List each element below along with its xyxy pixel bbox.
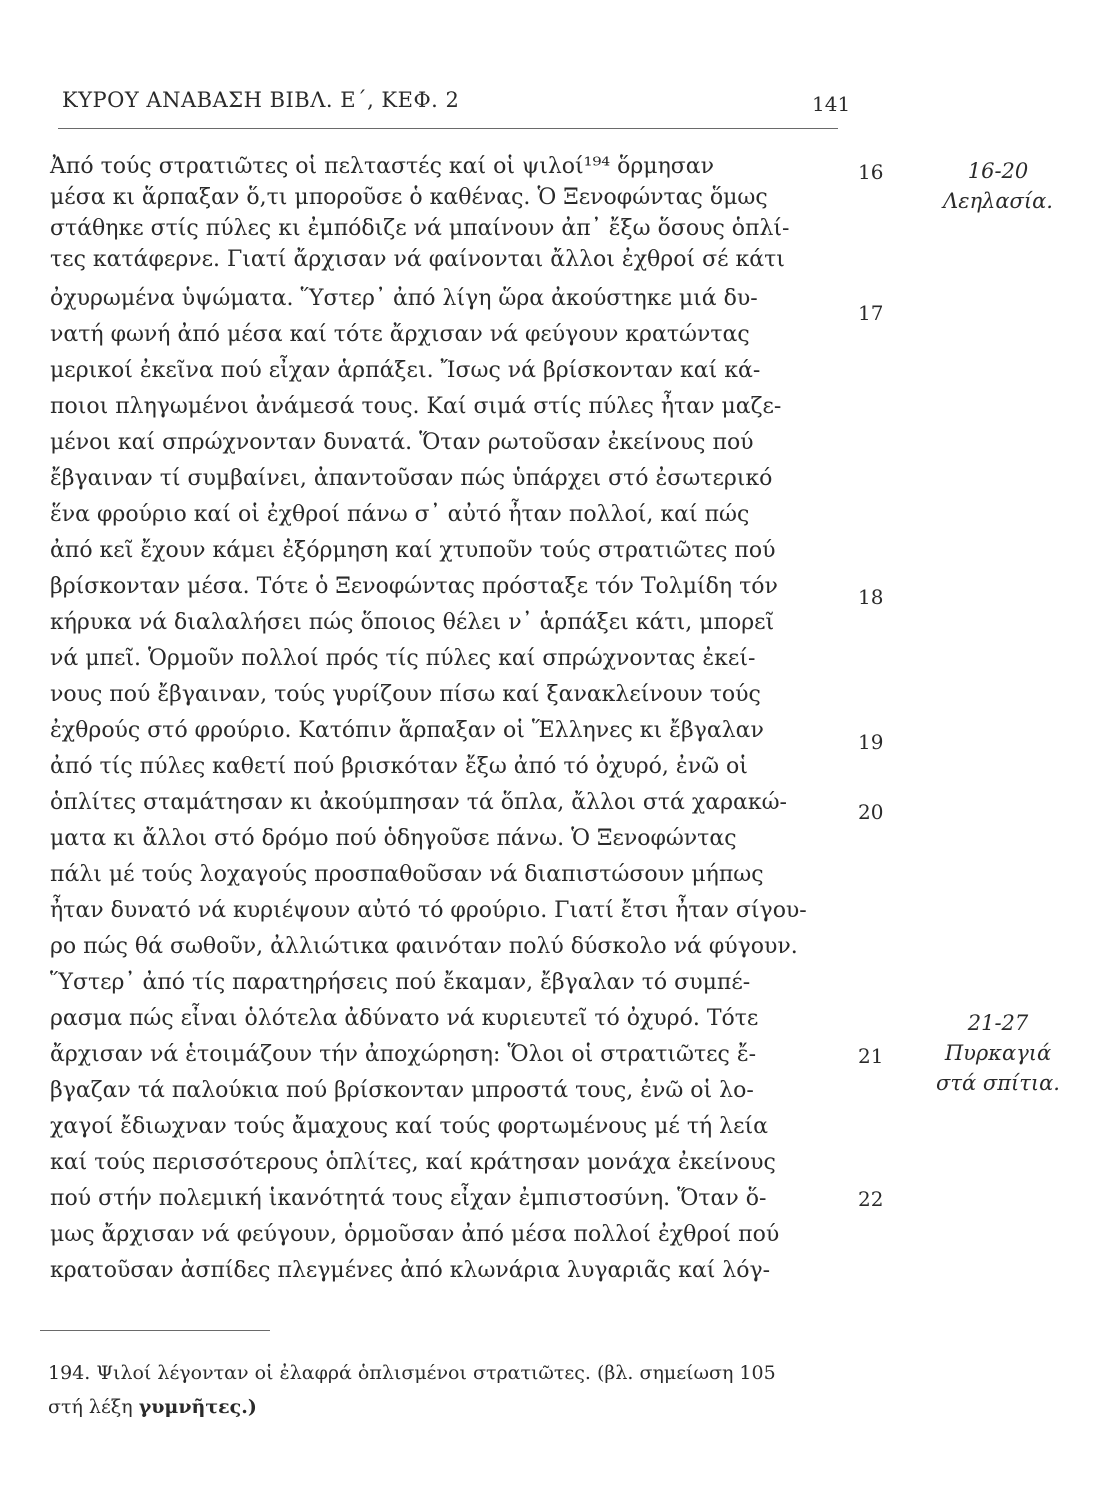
footnote-text: στή λέξη (48, 1396, 139, 1418)
body-line: ἕνα φρούριο καί οἱ ἐχθροί πάνω σ᾽ αὐτό ἦταν πολλοί, καί πώς (50, 502, 750, 527)
footnote-bold-term: γυμνῆτες.) (138, 1396, 257, 1418)
verse-number: 20 (858, 800, 884, 824)
body-line: πάλι μέ τούς λοχαγούς προσπαθοῦσαν νά διαπιστώσουν μήπως (50, 862, 764, 887)
body-line: ρασμα πώς εἶναι ὁλότελα ἀδύνατο νά κυριευτεῖ τό ὀχυρό. Τότε (50, 1006, 759, 1031)
margin-note-title: Πυρκαγιά (944, 1041, 1052, 1065)
body-line: πού στήν πολεμική ἱκανότητά τους εἶχαν ἐμπιστοσύνη. Ὅταν ὅ- (50, 1186, 767, 1211)
body-line: ματα κι ἄλλοι στό δρόμο πού ὁδηγοῦσε πάνω. Ὁ Ξενοφώντας (50, 826, 737, 851)
body-line: ἀπό κεῖ ἔχουν κάμει ἐξόρμηση καί χτυποῦν τούς στρατιῶτες πού (50, 538, 776, 563)
body-line: μερικοί ἐκεῖνα πού εἶχαν ἁρπάξει. Ἴσως νά βρίσκονταν καί κά- (50, 358, 761, 383)
body-line: βρίσκονταν μέσα. Τότε ὁ Ξενοφώντας πρόσταξε τόν Τολμίδη τόν (50, 574, 778, 599)
body-line: στάθηκε στίς πύλες κι ἐμπόδιζε νά μπαίνουν ἀπ᾽ ἔξω ὅσους ὁπλί- (50, 216, 790, 241)
body-line: βγαζαν τά παλούκια πού βρίσκονταν μπροστά τους, ἐνῶ οἱ λο- (50, 1078, 754, 1103)
body-line: ἦταν δυνατό νά κυριέψουν αὐτό τό φρούριο. Γιατί ἔτσι ἦταν σίγου- (50, 898, 807, 923)
body-line: καί τούς περισσότερους ὁπλίτες, καί κράτησαν μονάχα ἐκείνους (50, 1150, 776, 1175)
margin-note-title: στά σπίτια. (936, 1071, 1060, 1095)
margin-note-range: 16-20 (967, 159, 1029, 183)
verse-number: 18 (858, 585, 884, 609)
body-line: νατή φωνή ἀπό μέσα καί τότε ἄρχισαν νά φεύγουν κρατώντας (50, 322, 750, 347)
running-head: ΚΥΡΟΥ ΑΝΑΒΑΣΗ ΒΙΒΛ. Ε΄, ΚΕΦ. 2 (62, 88, 460, 112)
body-line: κήρυκα νά διαλαλήσει πώς ὅποιος θέλει ν᾽ ἁρπάξει κάτι, μπορεῖ (50, 610, 775, 635)
verse-number: 19 (858, 730, 884, 754)
margin-note-title: Λεηλασία. (943, 189, 1053, 213)
body-line: ἔβγαιναν τί συμβαίνει, ἀπαντοῦσαν πώς ὑπάρχει στό ἐσωτερικό (50, 466, 773, 491)
body-line: χαγοί ἔδιωχναν τούς ἄμαχους καί τούς φορτωμένους μέ τή λεία (50, 1114, 769, 1139)
margin-note-fire (908, 1008, 1088, 1098)
body-line: ἀπό τίς πύλες καθετί πού βρισκόταν ἔξω ἀπό τό ὀχυρό, ἐνῶ οἱ (50, 754, 748, 779)
header-rule (58, 128, 838, 129)
footnote-rule (40, 1330, 270, 1331)
verse-number: 21 (858, 1044, 884, 1068)
margin-note-range: 21-27 (967, 1011, 1029, 1035)
footnote-line (48, 1394, 848, 1420)
body-line: μένοι καί σπρώχνονταν δυνατά. Ὅταν ρωτοῦσαν ἐκείνους πού (50, 430, 754, 455)
body-line: ὀχυρωμένα ὑψώματα. Ὕστερ᾽ ἀπό λίγη ὥρα ἀκούστηκε μιά δυ- (50, 286, 758, 311)
footnote-line: 194. Ψιλοί λέγονταν οἱ ἐλαφρά ὁπλισμένοι στρατιῶτες. (βλ. σημείωση 105 (48, 1362, 776, 1384)
body-line: ρο πώς θά σωθοῦν, ἀλλιώτικα φαινόταν πολύ δύσκολο νά φύγουν. (50, 934, 798, 959)
body-line: κρατοῦσαν ἀσπίδες πλεγμένες ἀπό κλωνάρια λυγαριᾶς καί λόγ- (50, 1258, 771, 1283)
body-line: τες κατάφερνε. Γιατί ἄρχισαν νά φαίνονται ἄλλοι ἐχθροί σέ κάτι (50, 247, 785, 272)
body-line: μως ἄρχισαν νά φεύγουν, ὁρμοῦσαν ἀπό μέσα πολλοί ἐχθροί πού (50, 1222, 780, 1247)
verse-number: 16 (858, 160, 884, 184)
body-line: Ἀπό τούς στρατιῶτες οἱ πελταστές καί οἱ ψιλοί¹⁹⁴ ὅρμησαν (50, 154, 715, 179)
body-line: ποιοι πληγωμένοι ἀνάμεσά τους. Καί σιμά στίς πύλες ἦταν μαζε- (50, 394, 782, 419)
verse-number: 22 (858, 1187, 884, 1211)
page-number: 141 (812, 92, 851, 116)
body-line: ὁπλίτες σταμάτησαν κι ἀκούμπησαν τά ὅπλα, ἄλλοι στά χαρακώ- (50, 790, 787, 815)
body-line: Ὕστερ᾽ ἀπό τίς παρατηρήσεις πού ἔκαμαν, ἔβγαλαν τό συμπέ- (50, 970, 751, 995)
body-line: νους πού ἔβγαιναν, τούς γυρίζουν πίσω καί ξανακλείνουν τούς (50, 682, 761, 707)
margin-note-looting (908, 156, 1088, 216)
verse-number: 17 (858, 301, 884, 325)
body-line: μέσα κι ἅρπαξαν ὅ,τι μποροῦσε ὁ καθένας. Ὁ Ξενοφώντας ὅμως (50, 185, 768, 210)
body-line: ἐχθρούς στό φρούριο. Κατόπιν ἅρπαξαν οἱ Ἕλληνες κι ἔβγαλαν (50, 718, 764, 743)
body-line: ἄρχισαν νά ἑτοιμάζουν τήν ἀποχώρηση: Ὅλοι οἱ στρατιῶτες ἔ- (50, 1042, 757, 1067)
body-line: νά μπεῖ. Ὁρμοῦν πολλοί πρός τίς πύλες καί σπρώχνοντας ἐκεί- (50, 646, 756, 671)
